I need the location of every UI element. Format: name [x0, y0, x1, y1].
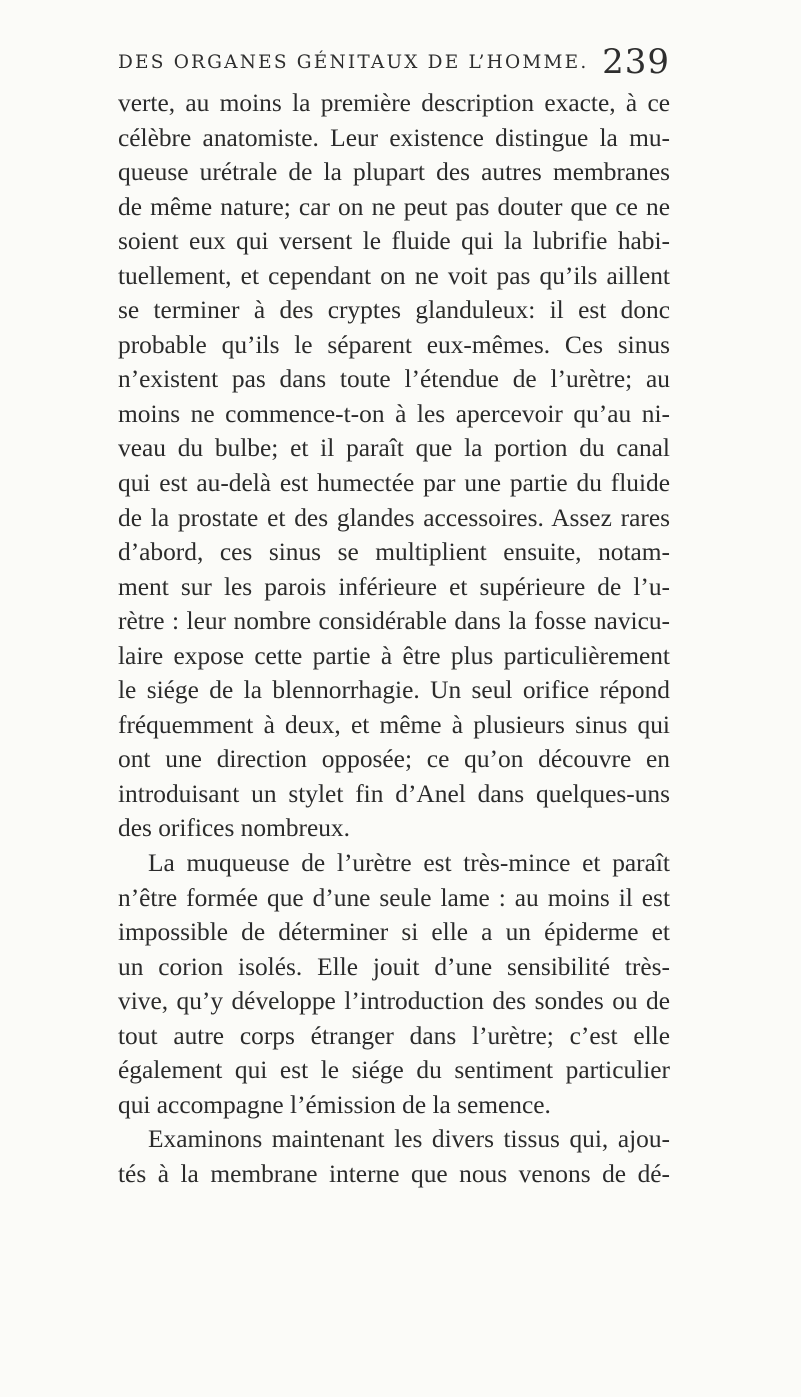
text-line: rètre : leur nombre considérable dans la fosse navicu-: [118, 607, 670, 636]
text-line: moins ne commence-t-on à les apercevoir qu’au ni-: [118, 399, 670, 428]
text-line: également qui est le siége du sentiment particulier: [118, 1056, 670, 1085]
text-line: ment sur les parois inférieure et supérieure de l’u-: [118, 572, 670, 601]
text-line: qui est au-delà est humectée par une partie du fluide: [118, 469, 670, 498]
text-line: célèbre anatomiste. Leur existence distingue la mu-: [118, 123, 670, 152]
text-line: impossible de déterminer si elle a un épiderme et: [118, 918, 670, 947]
text-line: un corion isolés. Elle jouit d’une sensibilité très-: [118, 952, 670, 981]
text-line: ont une direction opposée; ce qu’on découvre en: [118, 745, 670, 774]
page-number: 239: [602, 42, 670, 82]
text-line: d’abord, ces sinus se multiplient ensuite, notam-: [118, 538, 670, 567]
text-line: tés à la membrane interne que nous venons de dé-: [118, 1159, 670, 1188]
text-line: queuse urétrale de la plupart des autres membranes: [118, 158, 670, 187]
running-title: DES ORGANES GÉNITAUX DE L’HOMME.: [118, 52, 589, 73]
text-line: Examinons maintenant les divers tissus qui, ajou-: [148, 1125, 670, 1154]
text-line: de même nature; car on ne peut pas douter que ce ne: [118, 192, 670, 221]
text-line: de la prostate et des glandes accessoires. Assez rares: [118, 503, 670, 532]
text-line: tout autre corps étranger dans l’urètre; c’est elle: [118, 1021, 670, 1050]
text-line: veau du bulbe; et il paraît que la portion du canal: [118, 434, 670, 463]
text-line: laire expose cette partie à être plus particulièrement: [118, 641, 670, 670]
text-line: fréquemment à deux, et même à plusieurs sinus qui: [118, 710, 670, 739]
text-line: La muqueuse de l’urètre est très-mince et paraît: [148, 849, 670, 878]
text-line: probable qu’ils le séparent eux-mêmes. Ces sinus: [118, 330, 670, 359]
text-line: vive, qu’y développe l’introduction des sondes ou de: [118, 987, 670, 1016]
text-line: tuellement, et cependant on ne voit pas qu’ils aillent: [118, 261, 670, 290]
text-line: soient eux qui versent le fluide qui la lubrifie habi-: [118, 227, 670, 256]
text-line: se terminer à des cryptes glanduleux: il est donc: [118, 296, 670, 325]
body-text: [118, 86, 670, 1192]
text-line: n’être formée que d’une seule lame : au moins il est: [118, 883, 670, 912]
text-line: le siége de la blennorrhagie. Un seul orifice répond: [118, 676, 670, 705]
text-line: introduisant un stylet fin d’Anel dans quelques-uns: [118, 779, 670, 808]
running-head: [118, 38, 670, 82]
text-line: n’existent pas dans toute l’étendue de l’urètre; au: [118, 365, 670, 394]
text-line: verte, au moins la première description exacte, à ce: [118, 89, 670, 117]
text-line: qui accompagne l’émission de la semence.: [118, 1090, 551, 1119]
text-line: des orifices nombreux.: [118, 814, 350, 843]
